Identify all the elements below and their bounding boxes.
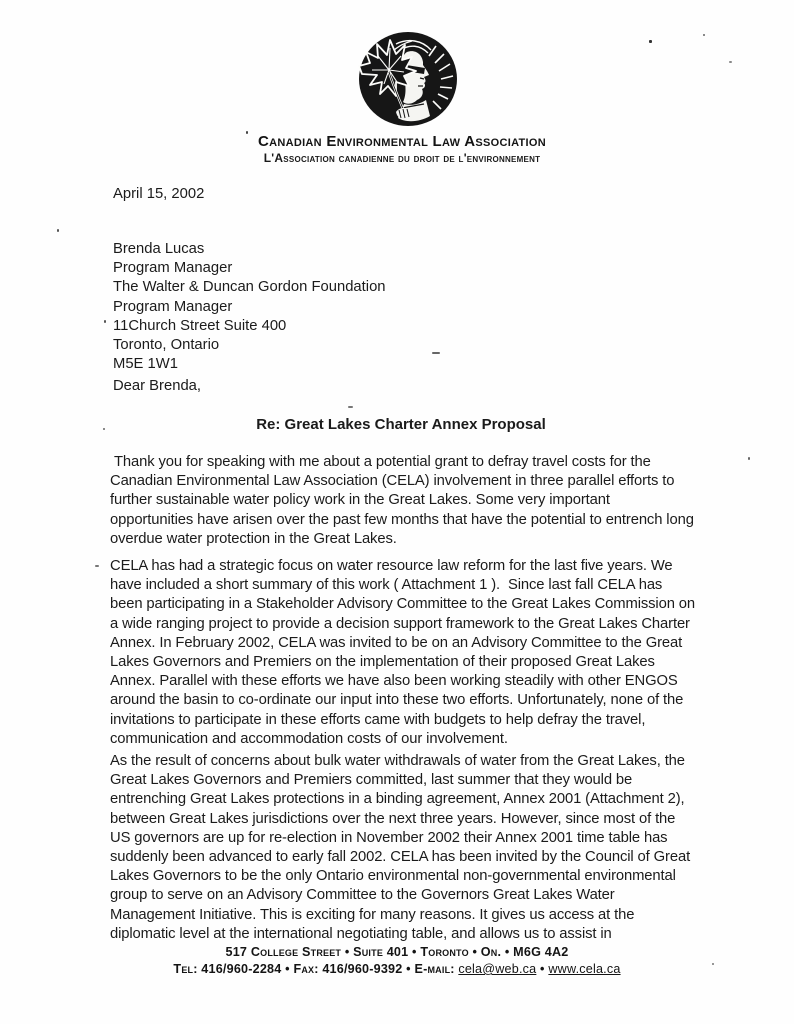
scan-artifact <box>104 320 106 323</box>
paragraph-3: As the result of concerns about bulk water withdrawals of water from the Great Lakes, the Great Lakes Governors and Premiers committed, last summer that they would be entrenching Great Lakes protections in a binding agreement, Annex 2001 (Attachment 2), between Great Lakes jurisdictions over the next three years. However, since most of the US governors are up for re-election in November 2002 their Annex 2001 time table has suddenly been advanced to early fall 2002. CELA has been invited by the Council of Great Lakes Governors to be the only Ontario environmental non-governmental environmental group to serve on an Advisory Committee to the Governors Great Lakes Water Management Initiative. This is exciting for many reasons. It gives us access at the diplomatic level at the international negotiating table, and allows us to assist in <box>110 753 695 942</box>
email-link[interactable]: cela@web.ca <box>458 962 537 976</box>
paragraph-1: Thank you for speaking with me about a potential grant to defray travel costs for the Canadian Environmental Law Association (CELA) involvement in three parallel efforts to further sustainable water policy work in the Great Lakes. Some very important opportunities have arisen over the past few months that have the potential to entrench long overdue water protection in the Great Lakes. <box>110 454 698 547</box>
scan-artifact <box>57 229 59 232</box>
website-link[interactable]: www.cela.ca <box>548 962 621 976</box>
cela-logo-emblem-icon <box>352 30 462 132</box>
paragraph-2: CELA has had a strategic focus on water resource law reform for the last five years. We have included a short summary of this work ( Attachment 1 ). Since last fall CELA has been participating in a Stakeholder Advisory Committee to the Great Lakes Commission on a wide ranging project to provide a decision support framework to the Great Lakes Charter Annex. In February 2002, CELA was invited to be on an Advisory Committee to the Great Lakes Governors and Premiers on the implementation of their proposed Great Lakes Annex. Parallel with these efforts we have also been working steadily with other ENGOS around the basin to co-ordinate our input into these two efforts. Unfortunately, none of the invitations to participate in these efforts came with budgets to help defray the travel, communication and accommodation costs of our involvement. <box>110 558 700 747</box>
scan-artifact <box>103 428 105 430</box>
subject-line: Re: Great Lakes Charter Annex Proposal <box>256 416 546 433</box>
recipient-address-block <box>113 240 386 374</box>
scan-artifact <box>649 40 652 43</box>
footer-address-line: 517 College Street • Suite 401 • Toronto • On. • M6G 4A2 <box>225 945 569 959</box>
scan-artifact <box>246 131 248 134</box>
recipient-postal-code: M5E 1W1 <box>113 356 178 373</box>
recipient-title-repeat: Program Manager <box>113 298 233 315</box>
footer-contact-line <box>0 961 794 978</box>
scan-artifact <box>748 457 750 460</box>
org-name-french: L'Association canadienne du droit de l'environnement <box>263 151 541 165</box>
recipient-name: Brenda Lucas <box>113 241 205 257</box>
letter-footer <box>0 944 794 978</box>
footer-bullet-separator: • <box>536 962 549 976</box>
scan-artifact <box>703 34 705 36</box>
scan-artifact <box>95 565 99 567</box>
scan-artifact <box>712 963 714 965</box>
recipient-city: Toronto, Ontario <box>113 337 220 354</box>
scan-artifact <box>348 406 353 408</box>
letter-date: April 15, 2002 <box>113 186 205 202</box>
scan-artifact <box>729 61 732 63</box>
org-name-english: Canadian Environmental Law Association <box>257 133 547 150</box>
recipient-street: 11Church Street Suite 400 <box>113 317 287 334</box>
recipient-title: Program Manager <box>113 260 233 277</box>
footer-contact-prefix: Tel: 416/960-2284 • Fax: 416/960-9392 • E-mail: <box>173 962 459 976</box>
recipient-organization: The Walter & Duncan Gordon Foundation <box>113 279 386 296</box>
salutation: Dear Brenda, <box>113 378 202 394</box>
scan-artifact <box>432 352 440 354</box>
